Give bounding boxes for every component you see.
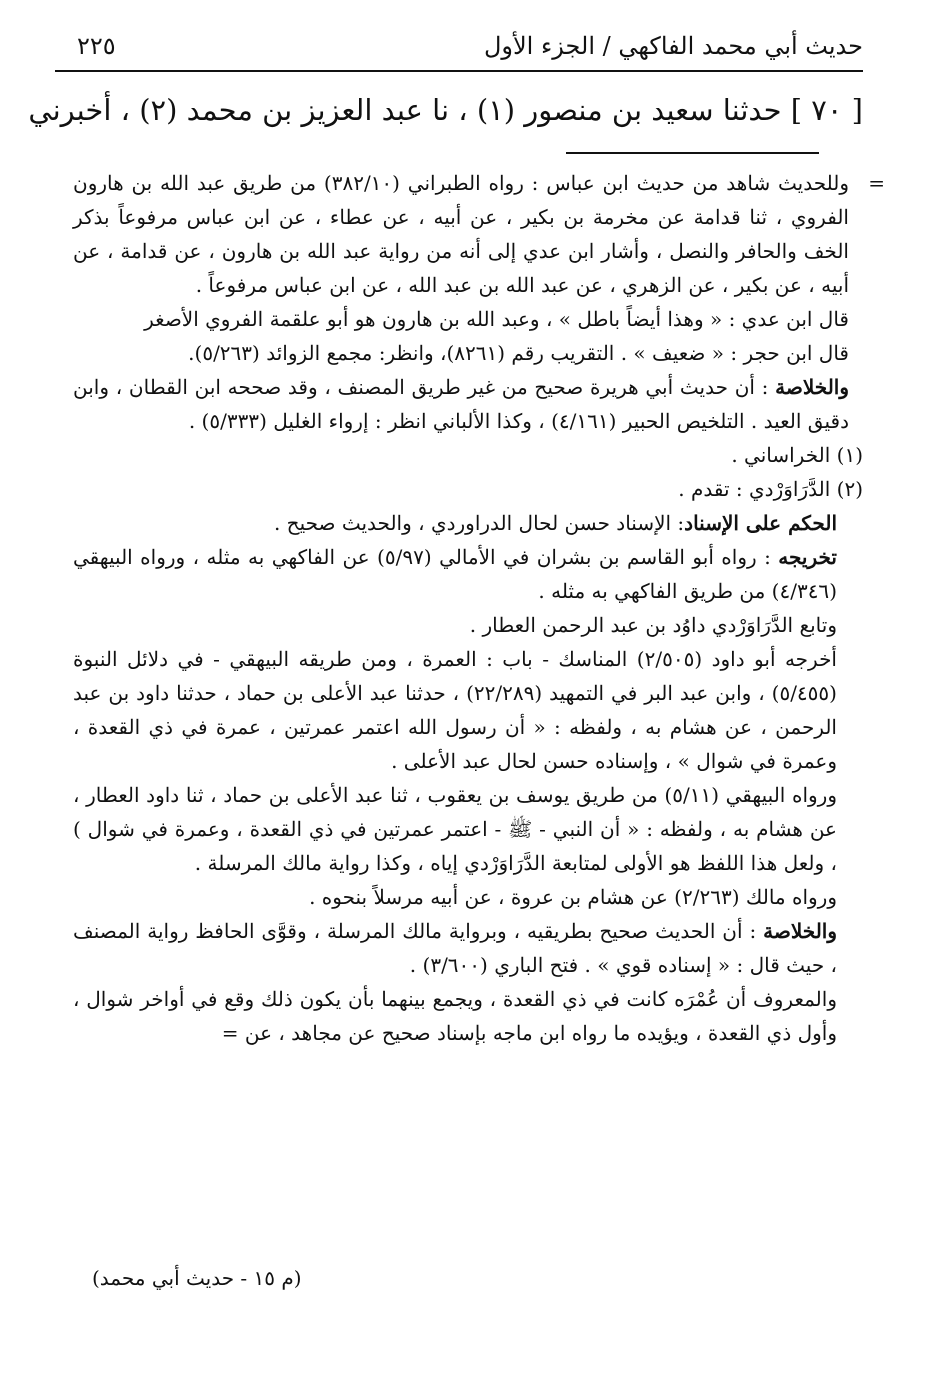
- summary-text: : أن حديث أبي هريرة صحيح من غير طريق المصنف ، وقد صححه ابن القطان ، وابن دقيق العيد . التلخيص الحبير (٤/١٦١) ، وكذا الألباني انظر : إرواء الغليل (٥/٣٣٣) .: [73, 375, 849, 433]
- hadith-text: [ ٧٠ ] حدثنا سعيد بن منصور (١) ، نا عبد العزيز بن محمد (٢) ، أخبرني: [28, 93, 863, 127]
- ruling-text: : الإسناد حسن لحال الدراوردي ، والحديث صحيح .: [273, 511, 685, 535]
- signature-note: (م ١٥ - حديث أبي محمد): [92, 1266, 302, 1290]
- footnote-separator: [566, 152, 819, 154]
- ruling-label: الحكم على الإسناد: [684, 511, 837, 535]
- page-header: [55, 30, 863, 72]
- note-paragraph: [73, 370, 863, 438]
- footnote-1: (١) الخراساني .: [731, 443, 863, 467]
- note-paragraph: قال ابن عدي : « وهذا أيضاً باطل » ، وعبد الله بن هارون هو أبو علقمة الفروي الأصغر: [144, 307, 849, 331]
- page-number: ٢٢٥: [77, 32, 116, 60]
- summary-text: : أن الحديث صحيح بطريقيه ، وبرواية مالك المرسلة ، وقوَّى الحافظ رواية المصنف ، حيث قال : « إسناده قوي » . فتح الباري (٣/٦٠٠) .: [73, 919, 837, 977]
- note-paragraph: ورواه مالك (٢/٢٦٣) عن هشام بن عروة ، عن أبيه مرسلاً بنحوه .: [309, 885, 837, 909]
- note-paragraph: قال ابن حجر : « ضعيف » . التقريب رقم (٨٢٦١)، وانظر: مجمع الزوائد (٥/٢٦٣).: [188, 341, 849, 365]
- running-head: حديث أبي محمد الفاكهي / الجزء الأول: [483, 32, 863, 60]
- note-paragraph: والمعروف أن عُمْرَه كانت في ذي القعدة ، ويجمع بينهما بأن يكون ذلك وقع في أواخر شوال ، وأول ذي القعدة ، ويؤيده ما رواه ابن ماجه بإسناد صحيح عن مجاهد ، عن =: [73, 987, 837, 1045]
- footnotes: [73, 166, 885, 1050]
- note-paragraph: [73, 506, 863, 540]
- takhrij-label: تخريجه: [778, 545, 837, 569]
- note-paragraph: ورواه البيهقي (٥/١١) من طريق يوسف بن يعقوب ، ثنا عبد الأعلى بن حماد ، ثنا داود العطار ، عن هشام به ، ولفظه : « أن النبي - ﷺ - اعتمر عمرتين في ذي القعدة ، وعمرة في شوال ) ، ولعل هذا اللفظ هو الأولى لمتابعة الدَّرَاوَرْدي إياه ، وكذا رواية مالك المرسلة .: [73, 783, 837, 875]
- note-paragraph: وتابع الدَّرَاوَرْدي داوُد بن عبد الرحمن العطار .: [469, 613, 837, 637]
- footnote-2: (٢) الدَّرَاوَرْدي : تقدم .: [678, 477, 863, 501]
- continuation-mark: =: [868, 171, 885, 195]
- takhrij-text: : رواه أبو القاسم بن بشران في الأمالي (٥/٩٧) عن الفاكهي به مثله ، ورواه البيهقي (٤/٣٤٦) من طريق الفاكهي به مثله .: [73, 545, 837, 603]
- note-paragraph: وللحديث شاهد من حديث ابن عباس : رواه الطبراني (٣٨٢/١٠) من طريق عبد الله بن هارون الفروي ، ثنا قدامة عن مخرمة بن بكير ، عن أبيه ، عن عطاء ، عن ابن عباس مرفوعاً بذكر الخف والحافر والنصل ، وأشار ابن عدي إلى أنه من رواية عبد الله بن هارون ، عن قدامة ، عن أبيه ، عن بكير ، عن الزهري ، عن عبد الله بن عبد الله ، عن ابن عباس مرفوعاً .: [73, 171, 849, 297]
- note-paragraph: [73, 914, 863, 982]
- summary-label: والخلاصة: [775, 375, 849, 399]
- note-paragraph: أخرجه أبو داود (٢/٥٠٥) المناسك - باب : العمرة ، ومن طريقه البيهقي - في دلائل النبوة (٥/٤٥٥) ، وابن عبد البر في التمهيد (٢٢/٢٨٩) ، حدثنا عبد الأعلى بن حماد ، حدثنا داود بن عبد الرحمن ، عن هشام به ، ولفظه : « أن رسول الله اعتمر عمرتين ، عمرة في ذي القعدة ، وعمرة في شوال » ، وإسناده حسن لحال عبد الأعلى .: [73, 647, 837, 773]
- summary-label: والخلاصة: [763, 919, 837, 943]
- note-paragraph: [73, 540, 863, 608]
